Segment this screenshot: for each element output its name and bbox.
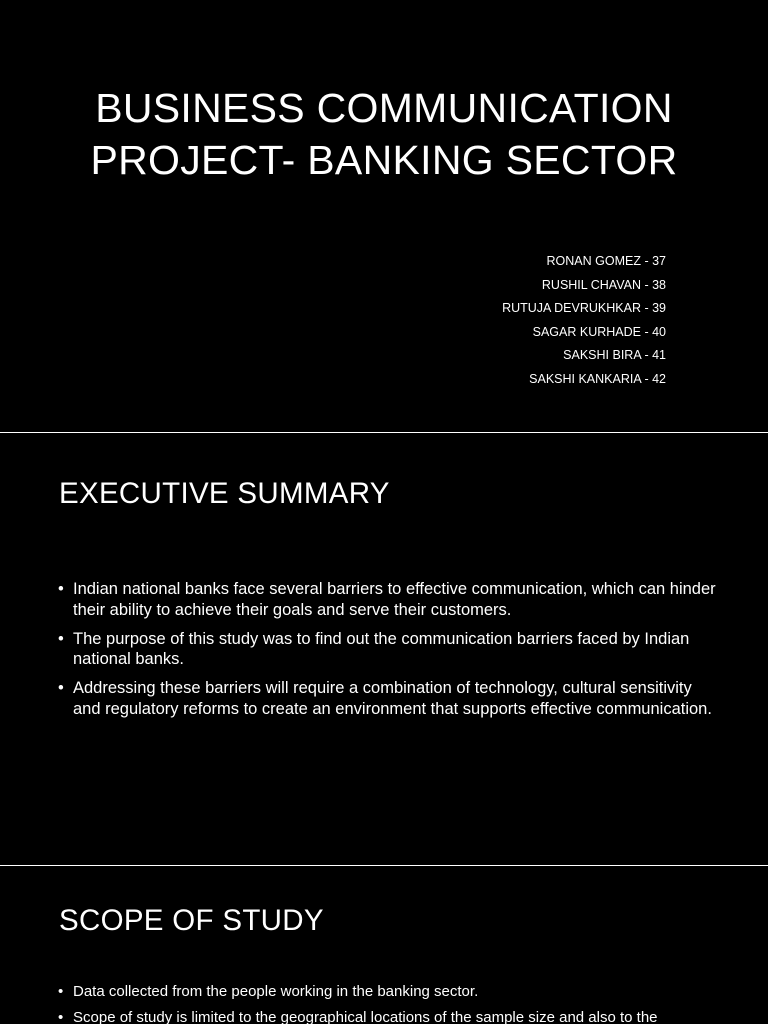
- bullet-icon: •: [58, 629, 64, 648]
- bullet-icon: •: [58, 580, 64, 598]
- bullet-text: Data collected from the people working in the banking sector.: [73, 983, 479, 1000]
- team-member: RONAN GOMEZ - 37: [546, 254, 666, 268]
- bullet-text: Scope of study is limited to the geographical locations of the sample size and also to the: [73, 1009, 658, 1024]
- bullet-item: [58, 982, 738, 1001]
- team-member: RUSHIL CHAVAN - 38: [541, 277, 666, 292]
- bullet-text: Addressing these barriers will require a combination of technology, cultural sensitivity and regulatory reforms to create an environment that supports effective communication.: [73, 679, 712, 718]
- team-member: RUTUJA DEVRUKHKAR - 39: [502, 301, 666, 315]
- team-member: SAGAR KURHADE - 40: [532, 324, 666, 339]
- bullet-text: The purpose of this study was to find out the communication barriers faced by Indian national banks.: [73, 629, 690, 668]
- bullet-item: [58, 1008, 738, 1024]
- bullet-icon: •: [58, 679, 64, 697]
- slide-title: [0, 82, 768, 186]
- bullet-icon: •: [58, 983, 64, 1000]
- scope-of-study-slide: [0, 866, 768, 1024]
- team-member: SAKSHI BIRA - 41: [563, 348, 666, 362]
- title-slide: [0, 0, 768, 432]
- bullet-list: [58, 579, 718, 728]
- section-title: EXECUTIVE SUMMARY: [59, 477, 390, 510]
- bullet-text: Indian national banks face several barriers to effective communication, which can hinder their ability to achieve their goals and serve their customers.: [73, 580, 716, 619]
- executive-summary-slide: [0, 433, 768, 865]
- bullet-icon: •: [58, 1009, 64, 1024]
- bullet-list: [58, 982, 738, 1024]
- team-member: SAKSHI KANKARIA - 42: [529, 371, 666, 386]
- bullet-item: [58, 629, 718, 670]
- team-members-list: [502, 250, 666, 391]
- section-title: SCOPE OF STUDY: [59, 904, 324, 937]
- bullet-item: [58, 579, 718, 620]
- title-line-1: BUSINESS COMMUNICATION: [95, 85, 673, 131]
- bullet-item: [58, 678, 718, 719]
- title-line-2: PROJECT- BANKING SECTOR: [90, 137, 678, 183]
